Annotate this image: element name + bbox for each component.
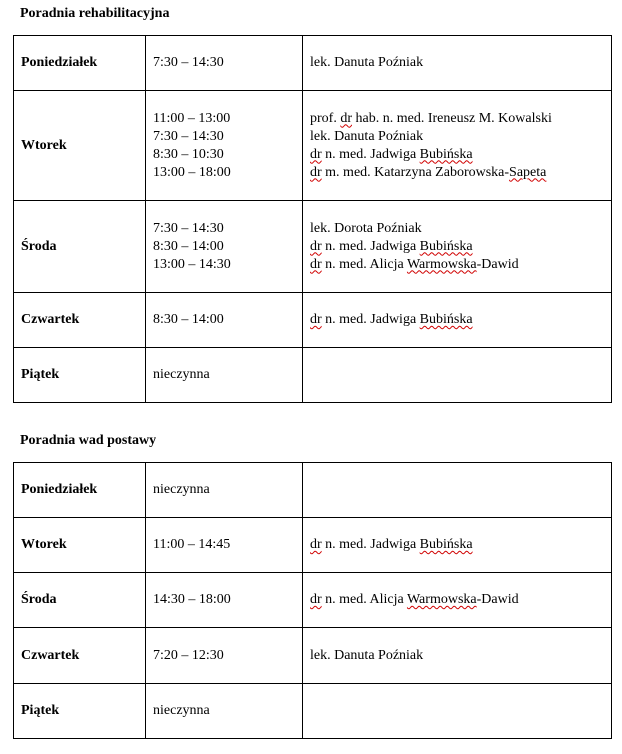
- hours-cell: [146, 518, 303, 573]
- doctor-name: dr n. med. Jadwiga Bubińska: [310, 537, 473, 552]
- doctor-name: lek. Danuta Poźniak: [310, 647, 424, 663]
- schedule-row: [14, 293, 612, 348]
- clinic1-title: Poradnia rehabilitacyjna: [20, 6, 170, 21]
- hours-line: 8:30 – 10:30: [153, 146, 224, 162]
- hours-line: 7:30 – 14:30: [153, 128, 224, 144]
- hours-line: 13:00 – 14:30: [153, 256, 231, 272]
- clinic2-schedule-table: [13, 462, 612, 739]
- hours-cell: [146, 348, 303, 403]
- doctor-name: lek. Danuta Poźniak: [310, 128, 424, 144]
- hours-line: 7:30 – 14:30: [153, 220, 224, 236]
- doctors-cell: [303, 91, 612, 201]
- doctor-name: lek. Danuta Poźniak: [310, 55, 424, 70]
- doctor-name: dr n. med. Jadwiga Bubińska: [310, 312, 473, 327]
- doctor-name: dr n. med. Jadwiga Bubińska: [310, 238, 473, 254]
- hours-cell: [146, 201, 303, 293]
- doctors-cell: [303, 201, 612, 293]
- clinic2-title: Poradnia wad postawy: [20, 433, 157, 448]
- doctors-cell: [303, 293, 612, 348]
- day-cell: Wtorek: [14, 91, 146, 201]
- clinic2-schedule-body: [14, 463, 612, 739]
- schedule-row: [14, 201, 612, 293]
- doctors-cell: [303, 684, 612, 739]
- doctors-cell: [303, 463, 612, 518]
- hours-line: 8:30 – 14:00: [153, 312, 224, 327]
- hours-line: nieczynna: [153, 703, 210, 718]
- doctors-cell: [303, 573, 612, 628]
- day-cell: Czwartek: [14, 628, 146, 684]
- hours-cell: [146, 463, 303, 518]
- day-cell: Wtorek: [14, 518, 146, 573]
- schedule-row: [14, 573, 612, 628]
- hours-cell: [146, 684, 303, 739]
- doctor-name: dr n. med. Alicja Warmowska-Dawid: [310, 592, 519, 607]
- day-cell: Środa: [14, 201, 146, 293]
- schedule-row: [14, 684, 612, 739]
- hours-line: 11:00 – 14:45: [153, 537, 231, 552]
- hours-line: nieczynna: [153, 367, 210, 382]
- hours-line: 7:20 – 12:30: [153, 647, 224, 663]
- day-cell: Środa: [14, 573, 146, 628]
- day-cell: Piątek: [14, 684, 146, 739]
- schedule-row: [14, 463, 612, 518]
- hours-cell: [146, 36, 303, 91]
- schedule-row: [14, 518, 612, 573]
- doctor-name: lek. Dorota Poźniak: [310, 220, 422, 236]
- hours-cell: [146, 628, 303, 684]
- clinic1-schedule-body: [14, 36, 612, 403]
- doctors-cell: [303, 518, 612, 573]
- schedule-row: [14, 36, 612, 91]
- hours-line: 14:30 – 18:00: [153, 592, 231, 607]
- clinic1-schedule-table: [13, 35, 612, 403]
- hours-line: nieczynna: [153, 482, 210, 497]
- hours-line: 13:00 – 18:00: [153, 164, 231, 180]
- day-cell: Piątek: [14, 348, 146, 403]
- hours-line: 7:30 – 14:30: [153, 55, 224, 70]
- doctors-cell: [303, 36, 612, 91]
- schedule-row: [14, 628, 612, 684]
- schedule-row: [14, 348, 612, 403]
- day-cell: Czwartek: [14, 293, 146, 348]
- schedule-row: [14, 91, 612, 201]
- hours-cell: [146, 293, 303, 348]
- doctors-cell: [303, 628, 612, 684]
- doctor-name: dr m. med. Katarzyna Zaborowska-Sapeta: [310, 164, 547, 180]
- day-cell: Poniedziałek: [14, 36, 146, 91]
- hours-line: 11:00 – 13:00: [153, 110, 231, 126]
- day-cell: Poniedziałek: [14, 463, 146, 518]
- doctors-cell: [303, 348, 612, 403]
- doctor-name: dr n. med. Jadwiga Bubińska: [310, 146, 473, 162]
- hours-line: 8:30 – 14:00: [153, 238, 224, 254]
- doctor-name: dr n. med. Alicja Warmowska-Dawid: [310, 256, 519, 272]
- doctor-name: prof. dr hab. n. med. Ireneusz M. Kowalski: [310, 110, 552, 126]
- hours-cell: [146, 91, 303, 201]
- hours-cell: [146, 573, 303, 628]
